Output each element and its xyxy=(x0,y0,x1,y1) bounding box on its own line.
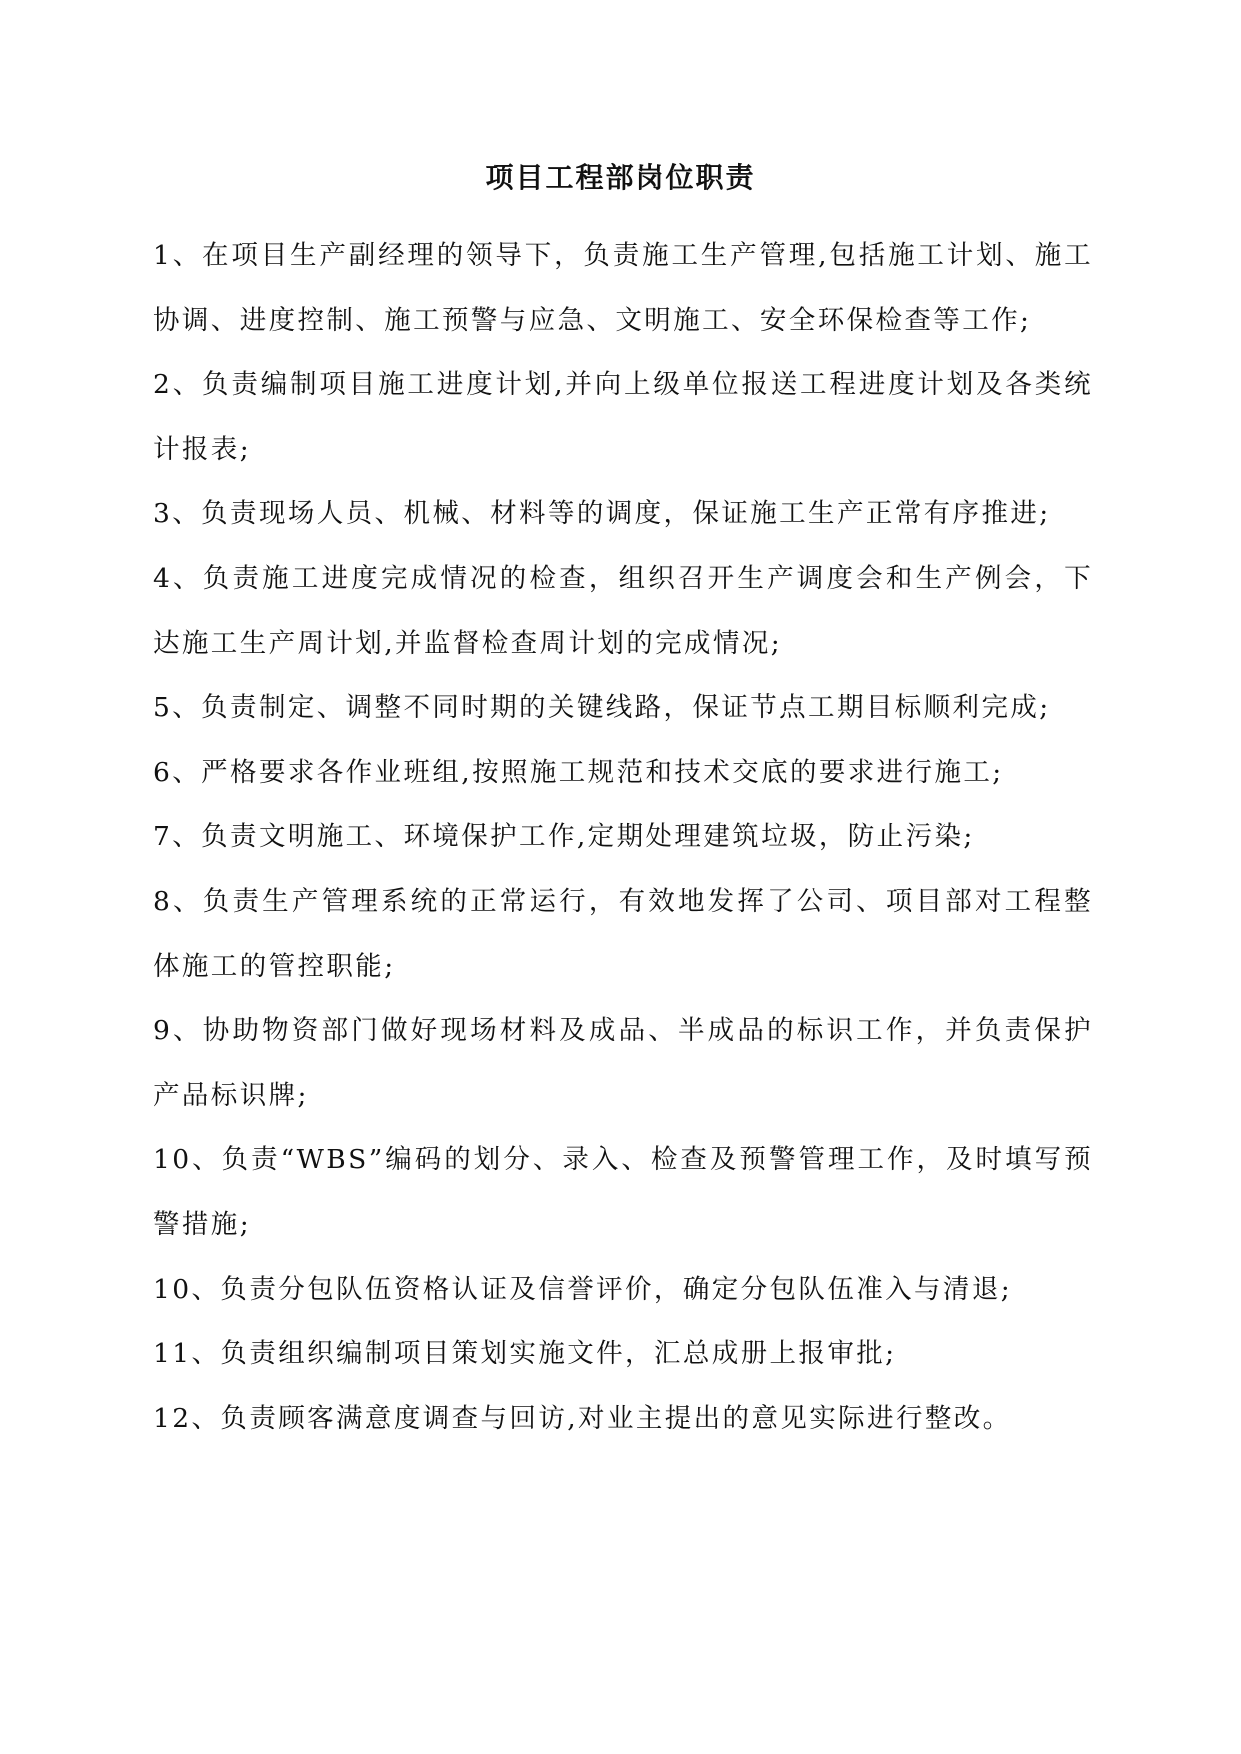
duty-item-10-wbs: 10、负责“WBS”编码的划分、录入、检查及预警管理工作，及时填写预警措施; xyxy=(153,1144,1093,1240)
duty-list xyxy=(153,224,1093,1451)
duty-item-4: 4、负责施工进度完成情况的检查，组织召开生产调度会和生产例会，下达施工生产周计划,并监督检查周计划的完成情况; xyxy=(153,562,1093,659)
duty-item-11: 11、负责组织编制项目策划实施文件，汇总成册上报审批; xyxy=(153,1338,897,1370)
duty-item-2: 2、负责编制项目施工进度计划,并向上级单位报送工程进度计划及各类统计报表; xyxy=(153,369,1093,465)
duty-item-12: 12、负责顾客满意度调查与回访,对业主提出的意见实际进行整改。 xyxy=(153,1402,1012,1434)
duty-item-3: 3、负责现场人员、机械、材料等的调度，保证施工生产正常有序推进; xyxy=(153,498,1051,530)
duty-item-5: 5、负责制定、调整不同时期的关键线路，保证节点工期目标顺利完成; xyxy=(153,692,1051,724)
duty-item-1: 1、在项目生产副经理的领导下，负责施工生产管理,包括施工计划、施工协调、进度控制、施工预警与应急、文明施工、安全环保检查等工作; xyxy=(153,240,1093,336)
duty-item-8: 8、负责生产管理系统的正常运行，有效地发挥了公司、项目部对工程整体施工的管控职能; xyxy=(153,885,1093,982)
duty-item-6: 6、严格要求各作业班组,按照施工规范和技术交底的要求进行施工; xyxy=(153,756,1004,788)
duty-item-9: 9、协助物资部门做好现场材料及成品、半成品的标识工作，并负责保护产品标识牌; xyxy=(153,1015,1093,1111)
duty-item-7: 7、负责文明施工、环境保护工作,定期处理建筑垃圾，防止污染; xyxy=(153,821,975,853)
duty-item-10-subcontract: 10、负责分包队伍资格认证及信誉评价，确定分包队伍准入与清退; xyxy=(153,1273,1013,1305)
document-title: 项目工程部岗位职责 xyxy=(485,161,756,194)
